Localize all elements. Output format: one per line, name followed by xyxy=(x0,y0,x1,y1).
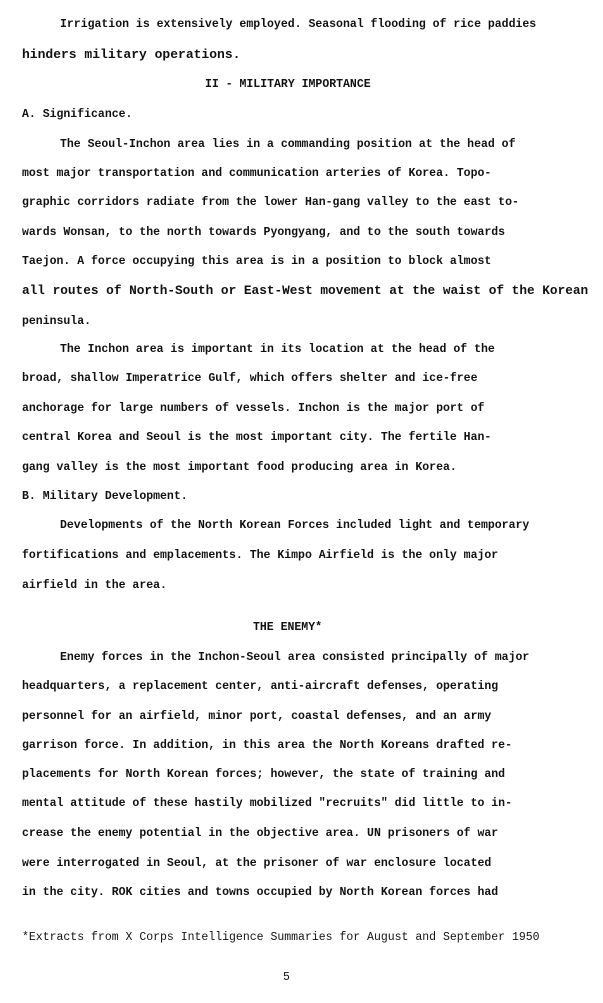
military-development-line: airfield in the area. xyxy=(22,579,167,592)
significance-para1-line: peninsula. xyxy=(22,315,92,328)
significance-para1-line: wards Wonsan, to the north towards Pyongyang, and to the south towards xyxy=(22,226,506,239)
enemy-para-line: placements for North Korean forces; however, the state of training and xyxy=(22,768,506,781)
significance-para1-line: all routes of North-South or East-West movement at the waist of the Korean xyxy=(22,283,589,298)
enemy-para-line: headquarters, a replacement center, anti-aircraft defenses, operating xyxy=(22,680,499,693)
significance-para1-line: The Seoul-Inchon area lies in a commanding position at the head of xyxy=(60,138,516,151)
significance-para2-line: The Inchon area is important in its location at the head of the xyxy=(60,343,495,356)
enemy-para-line: crease the enemy potential in the objective area. UN prisoners of war xyxy=(22,827,499,840)
page-number: 5 xyxy=(283,971,290,984)
military-development-line: Developments of the North Korean Forces included light and temporary xyxy=(60,519,530,532)
significance-para1-line: Taejon. A force occupying this area is in a position to block almost xyxy=(22,255,492,268)
enemy-para-line: were interrogated in Seoul, at the prisoner of war enclosure located xyxy=(22,857,492,870)
significance-para1-line: graphic corridors radiate from the lower Han-gang valley to the east to- xyxy=(22,196,519,209)
enemy-heading: THE ENEMY* xyxy=(253,621,323,634)
significance-para2-line: anchorage for large numbers of vessels. Inchon is the major port of xyxy=(22,402,485,415)
intro-line-1: Irrigation is extensively employed. Seasonal flooding of rice paddies xyxy=(60,18,537,31)
significance-para1-line: most major transportation and communication arteries of Korea. Topo- xyxy=(22,167,492,180)
enemy-para-line: mental attitude of these hastily mobilized "recruits" did little to in- xyxy=(22,797,512,810)
section-heading: II - MILITARY IMPORTANCE xyxy=(205,78,371,91)
enemy-para-line: garrison force. In addition, in this area the North Koreans drafted re- xyxy=(22,739,512,752)
military-development-line: fortifications and emplacements. The Kimpo Airfield is the only major xyxy=(22,549,499,562)
significance-para2-line: gang valley is the most important food producing area in Korea. xyxy=(22,461,457,474)
intro-line-2: hinders military operations. xyxy=(22,47,241,62)
enemy-para-line: personnel for an airfield, minor port, coastal defenses, and an army xyxy=(22,710,492,723)
enemy-para-line: in the city. ROK cities and towns occupied by North Korean forces had xyxy=(22,886,499,899)
footnote: *Extracts from X Corps Intelligence Summaries for August and September 1950 xyxy=(22,931,540,944)
military-development-heading: B. Military Development. xyxy=(22,490,188,503)
significance-para2-line: broad, shallow Imperatrice Gulf, which offers shelter and ice-free xyxy=(22,372,478,385)
enemy-para-line: Enemy forces in the Inchon-Seoul area consisted principally of major xyxy=(60,651,530,664)
significance-para2-line: central Korea and Seoul is the most important city. The fertile Han- xyxy=(22,431,492,444)
significance-heading: A. Significance. xyxy=(22,108,133,121)
